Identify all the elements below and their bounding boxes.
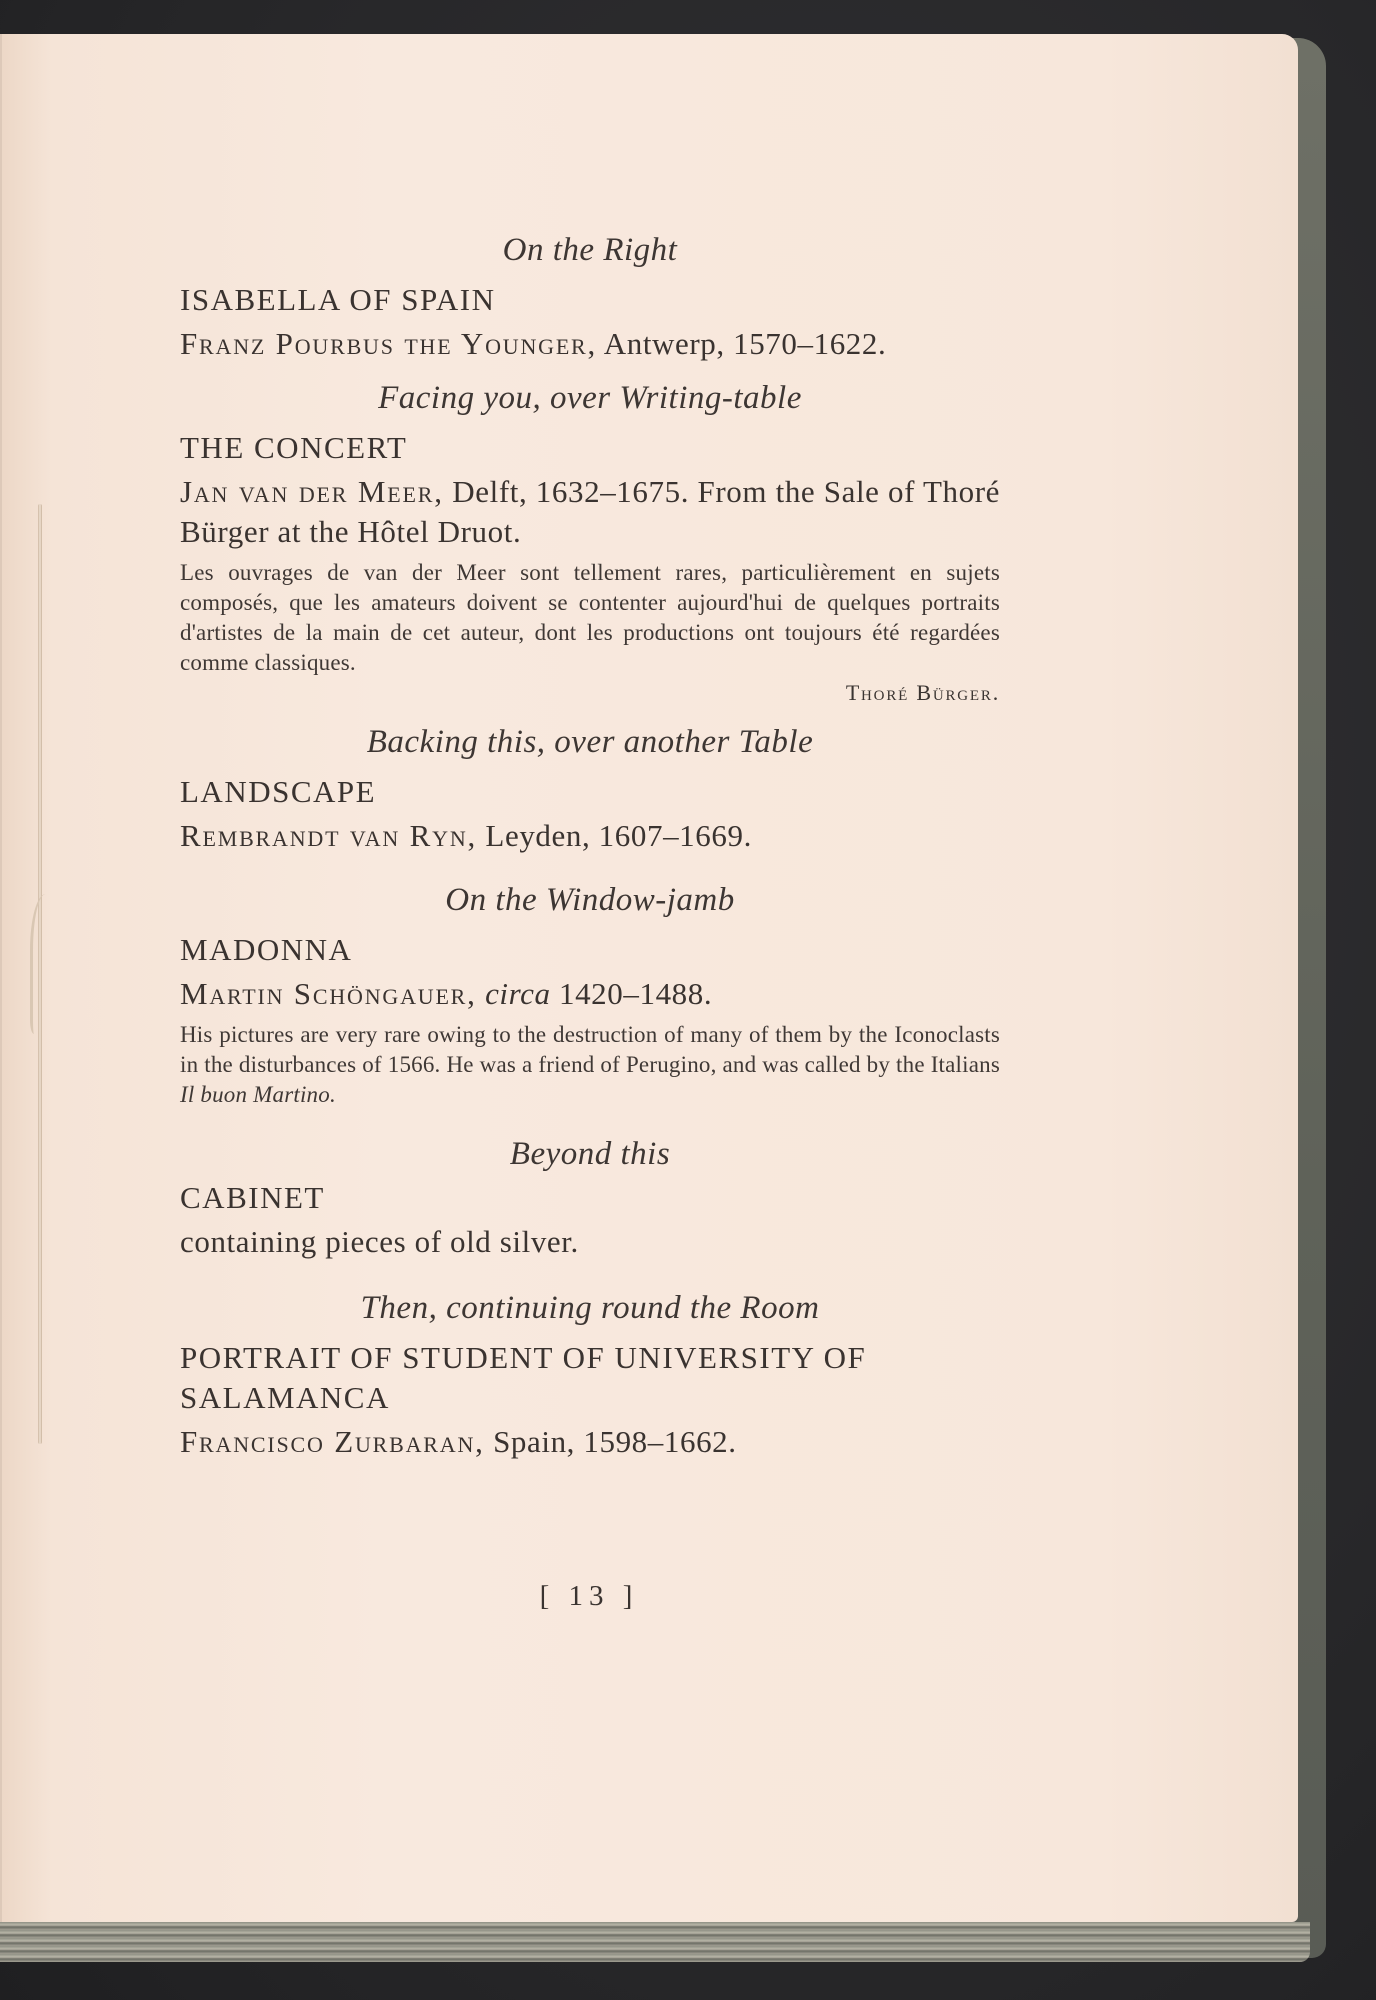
- section-heading: Backing this, over another Table: [366, 724, 814, 760]
- artist-name: Franz Pourbus the Younger,: [180, 326, 598, 361]
- section-continuing: [180, 1288, 1000, 1462]
- note-italic: Il buon Martino.: [180, 1082, 336, 1107]
- artist-line: [180, 324, 1000, 364]
- artwork-title: MADONNA: [180, 932, 353, 967]
- artist-details: Leyden, 1607–1669.: [485, 818, 752, 853]
- artist-details: 1420–1488.: [558, 976, 713, 1011]
- artist-name: Martin Schöngauer,: [180, 976, 477, 1011]
- artwork-title: ISABELLA OF SPAIN: [180, 282, 496, 317]
- artwork-title: THE CONCERT: [180, 430, 408, 465]
- section-on-the-right: [180, 230, 1000, 364]
- artist-circa: circa: [485, 976, 551, 1011]
- section-heading: On the Right: [502, 232, 678, 268]
- artwork-note: [180, 1020, 1000, 1110]
- page-number: [ 13 ]: [539, 1580, 639, 1612]
- section-window-jamb: [180, 880, 1000, 1110]
- section-beyond-this: [180, 1134, 1000, 1262]
- section-heading: Beyond this: [509, 1136, 671, 1172]
- artist-details: Spain, 1598–1662.: [493, 1424, 737, 1459]
- page-content: [180, 230, 1000, 1462]
- artwork-note: Les ouvrages de van der Meer sont tellement rares, particulièrement en sujets composés, que les amateurs doivent se contenter aujourd'hui de quelques portraits d'artistes de la main de cet auteur, dont les productions ont toujours été regardées comme classiques.: [180, 560, 1000, 675]
- artwork-title: PORTRAIT OF STUDENT OF UNIVERSITY OF SALAMANCA: [180, 1340, 867, 1415]
- artwork-title: LANDSCAPE: [180, 774, 377, 809]
- section-backing-this: [180, 722, 1000, 856]
- artist-details: Delft, 1632–1675. From the Sale of Thoré Bürger at the Hôtel Druot.: [180, 474, 1000, 549]
- artwork-title: CABINET: [180, 1180, 325, 1215]
- artist-line: [180, 1422, 1000, 1462]
- artist-line: [180, 816, 1000, 856]
- artist-line: [180, 472, 1000, 552]
- artist-details: Antwerp, 1570–1622.: [603, 326, 887, 361]
- binding-knot: [30, 894, 69, 1034]
- artist-name: Francisco Zurbaran,: [180, 1424, 485, 1459]
- section-heading: Then, continuing round the Room: [360, 1290, 820, 1326]
- page-edges: [0, 1922, 1310, 1962]
- artist-name: Jan van der Meer,: [180, 474, 444, 509]
- artist-line: [180, 974, 1000, 1014]
- section-heading: Facing you, over Writing-table: [378, 380, 802, 416]
- section-heading: On the Window-jamb: [445, 882, 735, 918]
- artist-name: Rembrandt van Ryn,: [180, 818, 478, 853]
- note-text: His pictures are very rare owing to the destruction of many of them by the Iconoclasts in the disturbances of 1566. He was a friend of Perugino, and was called by the Italians: [180, 1022, 1000, 1077]
- note-attribution: Thoré Bürger.: [845, 680, 1000, 705]
- artwork-description: containing pieces of old silver.: [180, 1224, 579, 1259]
- section-facing-you: [180, 378, 1000, 708]
